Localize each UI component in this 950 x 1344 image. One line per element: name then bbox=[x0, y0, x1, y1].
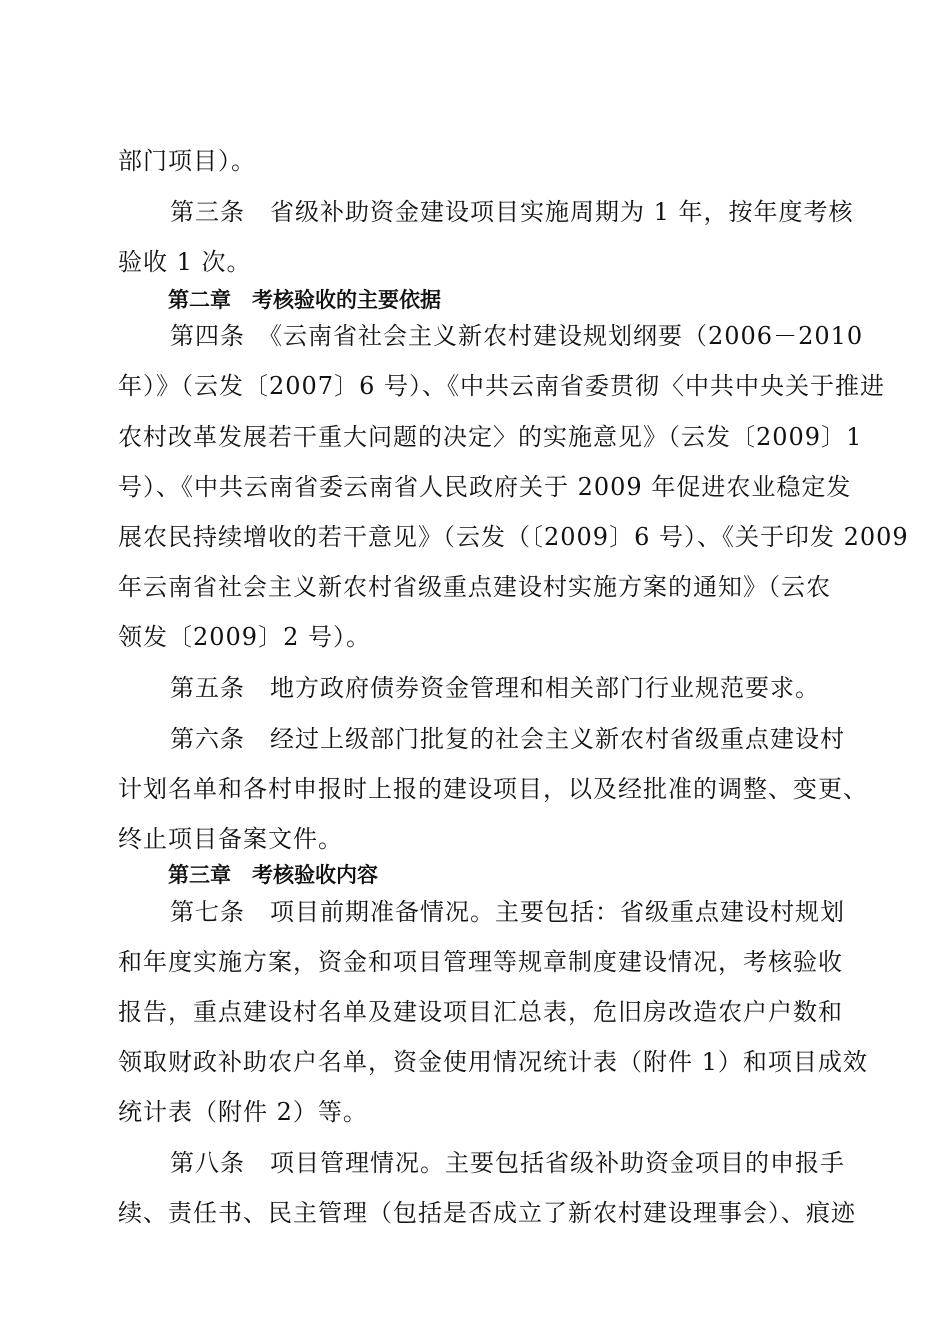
text-line: 验收 1 次。 bbox=[118, 248, 252, 276]
text-line: 领取财政补助农户名单，资金使用情况统计表（附件 1）和项目成效 bbox=[118, 1048, 868, 1076]
chapter-heading: 第二章 考核验收的主要依据 bbox=[168, 288, 441, 312]
text-line: 计划名单和各村申报时上报的建设项目，以及经批准的调整、变更、 bbox=[118, 775, 868, 803]
text-line: 第八条 项目管理情况。主要包括省级补助资金项目的申报手 bbox=[170, 1149, 845, 1177]
text-line: 年）》（云发〔2007〕6 号）、《中共云南省委贯彻〈中共中央关于推进 bbox=[118, 372, 885, 400]
text-line: 第四条 《云南省社会主义新农村建设规划纲要（2006－2010 bbox=[170, 322, 864, 350]
text-line: 终止项目备案文件。 bbox=[118, 825, 343, 853]
text-line: 第三条 省级补助资金建设项目实施周期为 1 年，按年度考核 bbox=[170, 198, 854, 226]
text-line: 和年度实施方案，资金和项目管理等规章制度建设情况，考核验收 bbox=[118, 948, 843, 976]
text-line: 年云南省社会主义新农村省级重点建设村实施方案的通知》（云农 bbox=[118, 573, 831, 601]
text-line: 第五条 地方政府债券资金管理和相关部门行业规范要求。 bbox=[170, 674, 820, 702]
text-line: 第六条 经过上级部门批复的社会主义新农村省级重点建设村 bbox=[170, 725, 845, 753]
text-line: 农村改革发展若干重大问题的决定〉的实施意见》（云发〔2009〕1 bbox=[118, 423, 863, 451]
text-line: 号）、《中共云南省委云南省人民政府关于 2009 年促进农业稳定发 bbox=[118, 473, 852, 501]
text-line: 部门项目）。 bbox=[118, 147, 256, 175]
chapter-heading: 第三章 考核验收内容 bbox=[168, 863, 378, 887]
text-line: 第七条 项目前期准备情况。主要包括：省级重点建设村规划 bbox=[170, 898, 845, 926]
text-line: 续、责任书、民主管理（包括是否成立了新农村建设理事会）、痕迹 bbox=[118, 1199, 856, 1227]
text-line: 统计表（附件 2）等。 bbox=[118, 1098, 368, 1126]
text-line: 领发〔2009〕2 号）。 bbox=[118, 623, 371, 651]
text-line: 展农民持续增收的若干意见》（云发（〔2009〕6 号）、《关于印发 2009 bbox=[118, 523, 909, 551]
text-line: 报告，重点建设村名单及建设项目汇总表，危旧房改造农户户数和 bbox=[118, 998, 843, 1026]
